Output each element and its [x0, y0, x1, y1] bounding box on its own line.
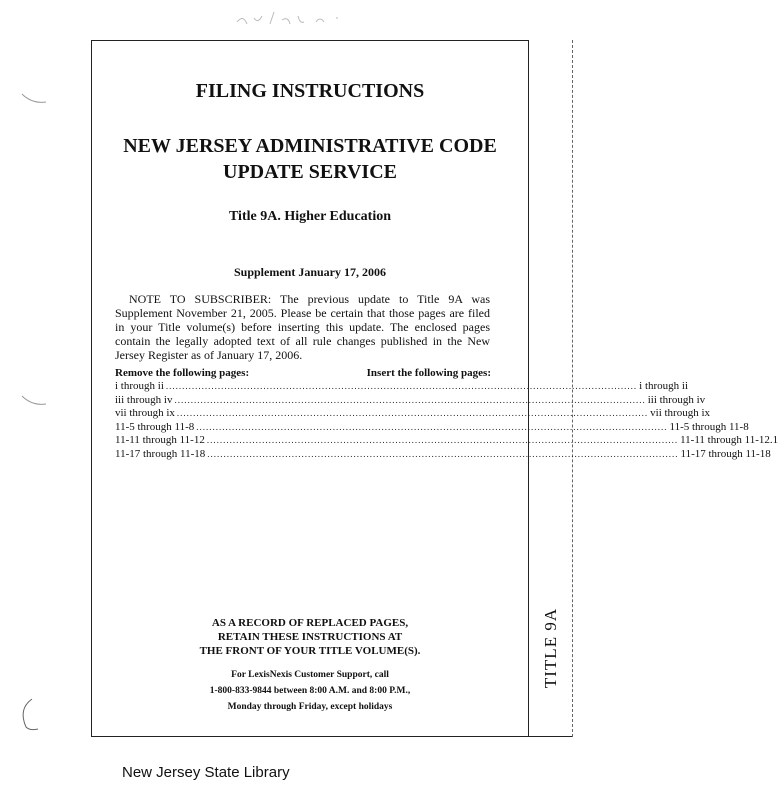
support-line1: For LexisNexis Customer Support, call — [231, 670, 389, 680]
table-row — [115, 447, 771, 462]
page-title: FILING INSTRUCTIONS — [195, 80, 425, 102]
filing-table — [115, 380, 778, 461]
record-line1: AS A RECORD OF REPLACED PAGES, — [211, 617, 409, 629]
code-heading-line2: UPDATE SERVICE — [223, 161, 397, 183]
table-row — [115, 407, 711, 421]
remove-pages: iii through iv — [115, 393, 173, 406]
remove-pages: vii through ix — [115, 407, 175, 419]
remove-pages: i through ii — [115, 380, 164, 392]
insert-header: Insert the following pages: — [366, 367, 491, 379]
page-edge-mark — [20, 392, 50, 412]
library-footer: New Jersey State Library — [122, 764, 290, 781]
customer-support — [91, 667, 529, 715]
page-edge-mark — [14, 695, 44, 735]
leader-dots: ................................................................................................................................................. — [196, 421, 668, 432]
table-row — [115, 434, 778, 448]
tab-label: TITLE 9A — [541, 607, 560, 689]
support-line3: Monday through Friday, except holidays — [227, 702, 393, 712]
supplement-date: Supplement January 17, 2006 — [233, 265, 387, 279]
support-line2: 1-800-833-9844 between 8:00 A.M. and 8:00 P.M., — [209, 686, 411, 696]
code-heading — [91, 133, 529, 185]
remove-pages: 11-11 through 11-12 — [115, 434, 205, 446]
insert-pages: vii through ix — [650, 407, 711, 419]
record-instructions — [91, 616, 529, 658]
table-row — [115, 380, 689, 394]
remove-pages: 11-17 through 11-18 — [115, 447, 206, 460]
insert-pages: iii through iv — [647, 393, 706, 406]
leader-dots: ................................................................................................................................................. — [206, 435, 679, 445]
leader-dots: ................................................................................................................................................. — [207, 448, 679, 459]
page-edge-mark — [20, 90, 50, 110]
handwritten-scribble — [232, 8, 362, 30]
table-row — [115, 420, 749, 435]
insert-pages: 11-5 through 11-8 — [669, 420, 749, 433]
record-line3: THE FRONT OF YOUR TITLE VOLUME(S). — [199, 645, 421, 657]
leader-dots: ................................................................................................................................................. — [176, 408, 649, 418]
subscriber-note: NOTE TO SUBSCRIBER: The previous update to Title 9A was Supplement November 21, 2005. Please be certain that those pages are filed in your Title volume(s) before inserting this update. The enclosed pages contain the legally adopted text of all rule changes published in the New Jersey Register as of January 17, 2006. — [115, 292, 490, 362]
leader-dots: ................................................................................................................................................. — [174, 394, 646, 405]
remove-header: Remove the following pages: — [115, 367, 250, 379]
title-subject: Title 9A. Higher Education — [228, 209, 392, 224]
insert-pages: i through ii — [639, 380, 689, 392]
table-row — [115, 393, 706, 408]
record-line2: RETAIN THESE INSTRUCTIONS AT — [217, 631, 403, 643]
leader-dots: ................................................................................................................................................. — [165, 381, 638, 391]
remove-pages: 11-5 through 11-8 — [115, 420, 195, 433]
insert-pages: 11-11 through 11-12.1 — [680, 434, 778, 446]
code-heading-line1: NEW JERSEY ADMINISTRATIVE CODE — [123, 135, 497, 157]
insert-pages: 11-17 through 11-18 — [680, 447, 771, 460]
